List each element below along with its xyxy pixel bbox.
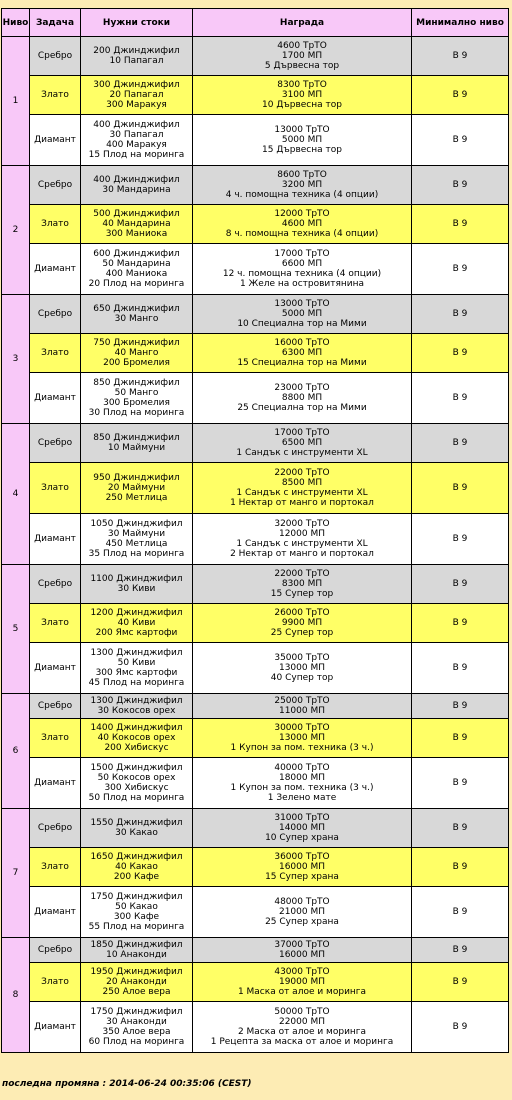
goods-line: 950 Джинджифил [93,473,180,483]
goods-cell [81,166,192,204]
table-row [2,76,508,114]
reward-line: 3100 МП [281,90,323,100]
goods-line: 200 Джинджифил [93,46,180,56]
reward-line: 8600 ТрТО [277,170,327,180]
task-cell: Диамант [30,1002,80,1052]
goods-line: 50 Плод на моринга [88,793,185,803]
task-cell: Злато [30,205,80,243]
level-cell: 4 [2,424,29,564]
reward-line: 6300 МП [281,348,323,358]
reward-line: 15 Специална тор на Мими [237,358,367,368]
goods-line: 200 Хибискус [104,743,169,753]
task-cell: Сребро [30,295,80,333]
goods-line: 400 Маниока [105,269,168,279]
reward-cell [193,463,411,513]
goods-line: 200 Кафе [113,872,160,882]
reward-line: 22000 МП [278,1017,326,1027]
level-cell: 8 [2,938,29,1052]
goods-line: 1300 Джинджифил [90,648,183,658]
reward-line: 17000 ТрТО [274,249,330,259]
reward-cell [193,166,411,204]
table-row [2,809,508,847]
table-row [2,205,508,243]
reward-line: 15 Супер тор [270,589,334,599]
reward-line: 16000 МП [278,950,326,960]
reward-line: 1 Купон за пом. техника (3 ч.) [230,743,374,753]
reward-cell [193,758,411,808]
reward-line: 4 ч. помощна техника (4 опции) [225,190,379,200]
goods-line: 30 Анаконди [106,1017,167,1027]
reward-line: 1 Нектар от манго и портокал [230,498,374,508]
goods-line: 30 Папагал [109,130,164,140]
goods-line: 300 Джинджифил [93,80,180,90]
level-cell: 5 [2,565,29,693]
reward-cell [193,694,411,718]
reward-line: 26000 ТрТО [274,608,330,618]
reward-cell [193,719,411,757]
goods-cell [81,373,192,423]
goods-line: 40 Мандарина [102,219,171,229]
reward-line: 5 Дървесна тор [264,61,340,71]
goods-line: 300 Ямс картофи [95,668,178,678]
goods-line: 500 Джинджифил [93,209,180,219]
table-row [2,115,508,165]
goods-line: 15 Плод на моринга [88,150,185,160]
goods-cell [81,295,192,333]
reward-line: 16000 МП [278,862,326,872]
task-cell: Сребро [30,424,80,462]
goods-cell [81,848,192,886]
min-level-cell: В 9 [412,694,508,718]
reward-line: 40000 ТрТО [274,763,330,773]
reward-line: 1 Сандък с инструменти XL [236,488,368,498]
reward-line: 13000 ТрТО [274,125,330,135]
header-task: Задача [30,9,80,36]
reward-line: 9900 МП [281,618,323,628]
min-level-cell: В 9 [412,758,508,808]
reward-cell [193,848,411,886]
goods-line: 55 Плод на моринга [88,922,185,932]
reward-line: 13000 МП [278,733,326,743]
reward-line: 22000 ТрТО [274,468,330,478]
table-row [2,938,508,962]
table-row [2,887,508,937]
goods-line: 200 Бромелия [103,358,170,368]
goods-line: 250 Алое вера [102,987,171,997]
reward-line: 14000 МП [278,823,326,833]
reward-line: 15 Супер храна [265,872,339,882]
goods-line: 30 Маймуни [107,529,166,539]
goods-cell [81,205,192,243]
reward-line: 8300 МП [281,579,323,589]
table-row [2,643,508,693]
goods-line: 850 Джинджифил [93,433,180,443]
goods-cell [81,887,192,937]
min-level-cell: В 9 [412,604,508,642]
reward-cell [193,514,411,564]
reward-cell [193,938,411,962]
goods-line: 1750 Джинджифил [90,1007,183,1017]
min-level-cell: В 9 [412,809,508,847]
table-row [2,244,508,294]
task-cell: Диамант [30,887,80,937]
task-cell: Злато [30,719,80,757]
reward-line: 25 Супер храна [265,917,339,927]
table-row [2,166,508,204]
task-cell: Диамант [30,514,80,564]
reward-line: 18000 МП [278,773,326,783]
reward-line: 25 Супер тор [270,628,334,638]
reward-line: 16000 ТрТО [274,338,330,348]
reward-line: 2 Нектар от манго и портокал [230,549,374,559]
reward-line: 4600 МП [281,219,323,229]
goods-cell [81,514,192,564]
table-row [2,1002,508,1052]
min-level-cell: В 9 [412,848,508,886]
goods-line: 1050 Джинджифил [90,519,183,529]
min-level-cell: В 9 [412,887,508,937]
goods-line: 45 Плод на моринга [88,678,185,688]
reward-line: 37000 ТрТО [274,940,330,950]
task-cell: Сребро [30,37,80,75]
goods-line: 10 Папагал [109,56,164,66]
goods-line: 50 Кокосов орех [97,773,176,783]
table-row [2,373,508,423]
reward-cell [193,115,411,165]
table-row [2,719,508,757]
reward-line: 5000 МП [281,135,323,145]
min-level-cell: В 9 [412,166,508,204]
table-row [2,848,508,886]
goods-cell [81,76,192,114]
reward-cell [193,37,411,75]
reward-line: 40 Супер тор [270,673,334,683]
min-level-cell: В 9 [412,565,508,603]
min-level-cell: В 9 [412,205,508,243]
min-level-cell: В 9 [412,373,508,423]
reward-line: 15 Дървесна тор [262,145,342,155]
goods-line: 10 Маймуни [107,443,166,453]
table-body [2,37,508,1052]
goods-line: 20 Маймуни [107,483,166,493]
goods-line: 30 Мандарина [102,185,171,195]
goods-line: 1750 Джинджифил [90,892,183,902]
reward-line: 1700 МП [281,51,323,61]
goods-line: 1500 Джинджифил [90,763,183,773]
reward-line: 1 Сандък с инструменти XL [236,448,368,458]
reward-line: 1 Рецепта за маска от алое и моринга [210,1037,394,1047]
task-cell: Диамант [30,758,80,808]
last-modified: последна промяна : 2014-06-24 00:35:06 (CEST) [2,1079,252,1089]
task-cell: Сребро [30,809,80,847]
min-level-cell: В 9 [412,244,508,294]
goods-line: 50 Манго [114,388,159,398]
reward-line: 10 Дървесна тор [262,100,342,110]
reward-cell [193,604,411,642]
goods-cell [81,424,192,462]
reward-line: 32000 ТрТО [274,519,330,529]
reward-line: 13000 МП [278,663,326,673]
reward-line: 6600 МП [281,259,323,269]
reward-cell [193,809,411,847]
reward-line: 1 Купон за пом. техника (3 ч.) [230,783,374,793]
reward-line: 25000 ТрТО [274,696,330,706]
min-level-cell: В 9 [412,514,508,564]
header-level: Ниво [2,9,29,36]
goods-cell [81,115,192,165]
min-level-cell: В 9 [412,115,508,165]
reward-cell [193,205,411,243]
reward-line: 8500 МП [281,478,323,488]
goods-line: 40 Киви [117,618,156,628]
goods-cell [81,334,192,372]
reward-cell [193,373,411,423]
task-cell: Сребро [30,938,80,962]
goods-line: 1950 Джинджифил [90,967,183,977]
min-level-cell: В 9 [412,643,508,693]
quest-table [1,8,509,1053]
goods-line: 40 Манго [114,348,159,358]
goods-line: 35 Плод на моринга [88,549,185,559]
task-cell: Злато [30,463,80,513]
header-reward: Награда [193,9,411,36]
goods-line: 850 Джинджифил [93,378,180,388]
reward-line: 8300 ТрТО [277,80,327,90]
table-row [2,424,508,462]
reward-line: 35000 ТрТО [274,653,330,663]
reward-line: 4600 ТрТО [277,41,327,51]
table-row [2,694,508,718]
reward-line: 8800 МП [281,393,323,403]
goods-line: 1650 Джинджифил [90,852,183,862]
reward-cell [193,565,411,603]
reward-line: 13000 ТрТО [274,299,330,309]
goods-line: 10 Анаконди [106,950,167,960]
goods-line: 400 Джинджифил [93,175,180,185]
level-cell: 7 [2,809,29,937]
goods-line: 20 Анаконди [106,977,167,987]
goods-line: 1850 Джинджифил [90,940,183,950]
goods-line: 200 Ямс картофи [95,628,178,638]
goods-line: 400 Маракуя [106,140,167,150]
min-level-cell: В 9 [412,37,508,75]
reward-line: 25 Специална тор на Мими [237,403,367,413]
task-cell: Сребро [30,166,80,204]
reward-line: 10 Супер храна [265,833,339,843]
goods-line: 250 Метлица [105,493,168,503]
goods-line: 300 Хибискус [104,783,169,793]
goods-line: 300 Маниока [105,229,168,239]
min-level-cell: В 9 [412,424,508,462]
goods-line: 400 Джинджифил [93,120,180,130]
reward-cell [193,887,411,937]
goods-line: 750 Джинджифил [93,338,180,348]
goods-cell [81,694,192,718]
goods-cell [81,643,192,693]
goods-line: 40 Кокосов орех [97,733,176,743]
goods-line: 50 Мандарина [102,259,171,269]
reward-line: 2 Маска от алое и моринга [237,1027,367,1037]
reward-cell [193,295,411,333]
goods-line: 50 Киви [117,658,156,668]
table-row [2,514,508,564]
reward-line: 12000 ТрТО [274,209,330,219]
header-min-level: Минимално ниво [412,9,508,36]
goods-cell [81,565,192,603]
min-level-cell: В 9 [412,295,508,333]
task-cell: Диамант [30,115,80,165]
reward-line: 30000 ТрТО [274,723,330,733]
reward-cell [193,643,411,693]
reward-cell [193,963,411,1001]
goods-line: 450 Метлица [105,539,168,549]
goods-line: 20 Папагал [109,90,164,100]
goods-line: 300 Бромелия [103,398,170,408]
reward-line: 11000 МП [278,706,326,716]
task-cell: Злато [30,76,80,114]
reward-line: 23000 ТрТО [274,383,330,393]
reward-line: 31000 ТрТО [274,813,330,823]
goods-cell [81,938,192,962]
min-level-cell: В 9 [412,334,508,372]
goods-line: 20 Плод на моринга [88,279,185,289]
reward-line: 17000 ТрТО [274,428,330,438]
table-row [2,963,508,1001]
goods-line: 300 Маракуя [106,100,167,110]
header-goods: Нужни стоки [81,9,192,36]
goods-line: 600 Джинджифил [93,249,180,259]
reward-line: 21000 МП [278,907,326,917]
reward-line: 5000 МП [281,309,323,319]
reward-line: 50000 ТрТО [274,1007,330,1017]
goods-line: 300 Кафе [113,912,160,922]
goods-line: 40 Какао [115,862,158,872]
goods-cell [81,37,192,75]
goods-line: 1200 Джинджифил [90,608,183,618]
goods-cell [81,604,192,642]
reward-line: 43000 ТрТО [274,967,330,977]
min-level-cell: В 9 [412,1002,508,1052]
reward-cell [193,334,411,372]
goods-line: 1400 Джинджифил [90,723,183,733]
reward-line: 12 ч. помощна техника (4 опции) [222,269,382,279]
task-cell: Диамант [30,373,80,423]
goods-line: 30 Какао [115,828,158,838]
goods-line: 30 Кокосов орех [97,706,176,716]
goods-line: 30 Плод на моринга [88,408,185,418]
goods-line: 650 Джинджифил [93,304,180,314]
goods-line: 1550 Джинджифил [90,818,183,828]
goods-cell [81,463,192,513]
reward-line: 1 Сандък с инструменти XL [236,539,368,549]
level-cell: 3 [2,295,29,423]
goods-line: 1100 Джинджифил [90,574,183,584]
min-level-cell: В 9 [412,938,508,962]
goods-cell [81,809,192,847]
reward-line: 36000 ТрТО [274,852,330,862]
task-cell: Злато [30,848,80,886]
level-cell: 6 [2,694,29,808]
reward-line: 19000 МП [278,977,326,987]
reward-cell [193,76,411,114]
goods-line: 60 Плод на моринга [88,1037,185,1047]
task-cell: Злато [30,963,80,1001]
min-level-cell: В 9 [412,463,508,513]
goods-line: 350 Алое вера [102,1027,171,1037]
table-row [2,295,508,333]
reward-line: 6500 МП [281,438,323,448]
goods-line: 50 Какао [115,902,158,912]
reward-line: 12000 МП [278,529,326,539]
table-row [2,37,508,75]
goods-line: 30 Киви [117,584,156,594]
reward-line: 3200 МП [281,180,323,190]
task-cell: Диамант [30,244,80,294]
task-cell: Диамант [30,643,80,693]
task-cell: Злато [30,604,80,642]
header-row [2,9,508,36]
table-row [2,604,508,642]
reward-line: 8 ч. помощна техника (4 опции) [225,229,379,239]
reward-line: 1 Маска от алое и моринга [237,987,367,997]
goods-cell [81,963,192,1001]
goods-cell [81,758,192,808]
reward-line: 1 Зелено мате [267,793,337,803]
goods-line: 1300 Джинджифил [90,696,183,706]
level-cell: 2 [2,166,29,294]
table-row [2,463,508,513]
task-cell: Сребро [30,694,80,718]
task-cell: Сребро [30,565,80,603]
reward-cell [193,244,411,294]
level-cell: 1 [2,37,29,165]
reward-line: 22000 ТрТО [274,569,330,579]
min-level-cell: В 9 [412,719,508,757]
min-level-cell: В 9 [412,76,508,114]
reward-cell [193,424,411,462]
reward-line: 48000 ТрТО [274,897,330,907]
goods-line: 30 Манго [114,314,159,324]
task-cell: Злато [30,334,80,372]
goods-cell [81,719,192,757]
reward-line: 1 Желе на островитянина [239,279,365,289]
reward-cell [193,1002,411,1052]
reward-line: 10 Специална тор на Мими [237,319,367,329]
min-level-cell: В 9 [412,963,508,1001]
goods-cell [81,244,192,294]
table-row [2,565,508,603]
table-row [2,758,508,808]
table-row [2,334,508,372]
goods-cell [81,1002,192,1052]
